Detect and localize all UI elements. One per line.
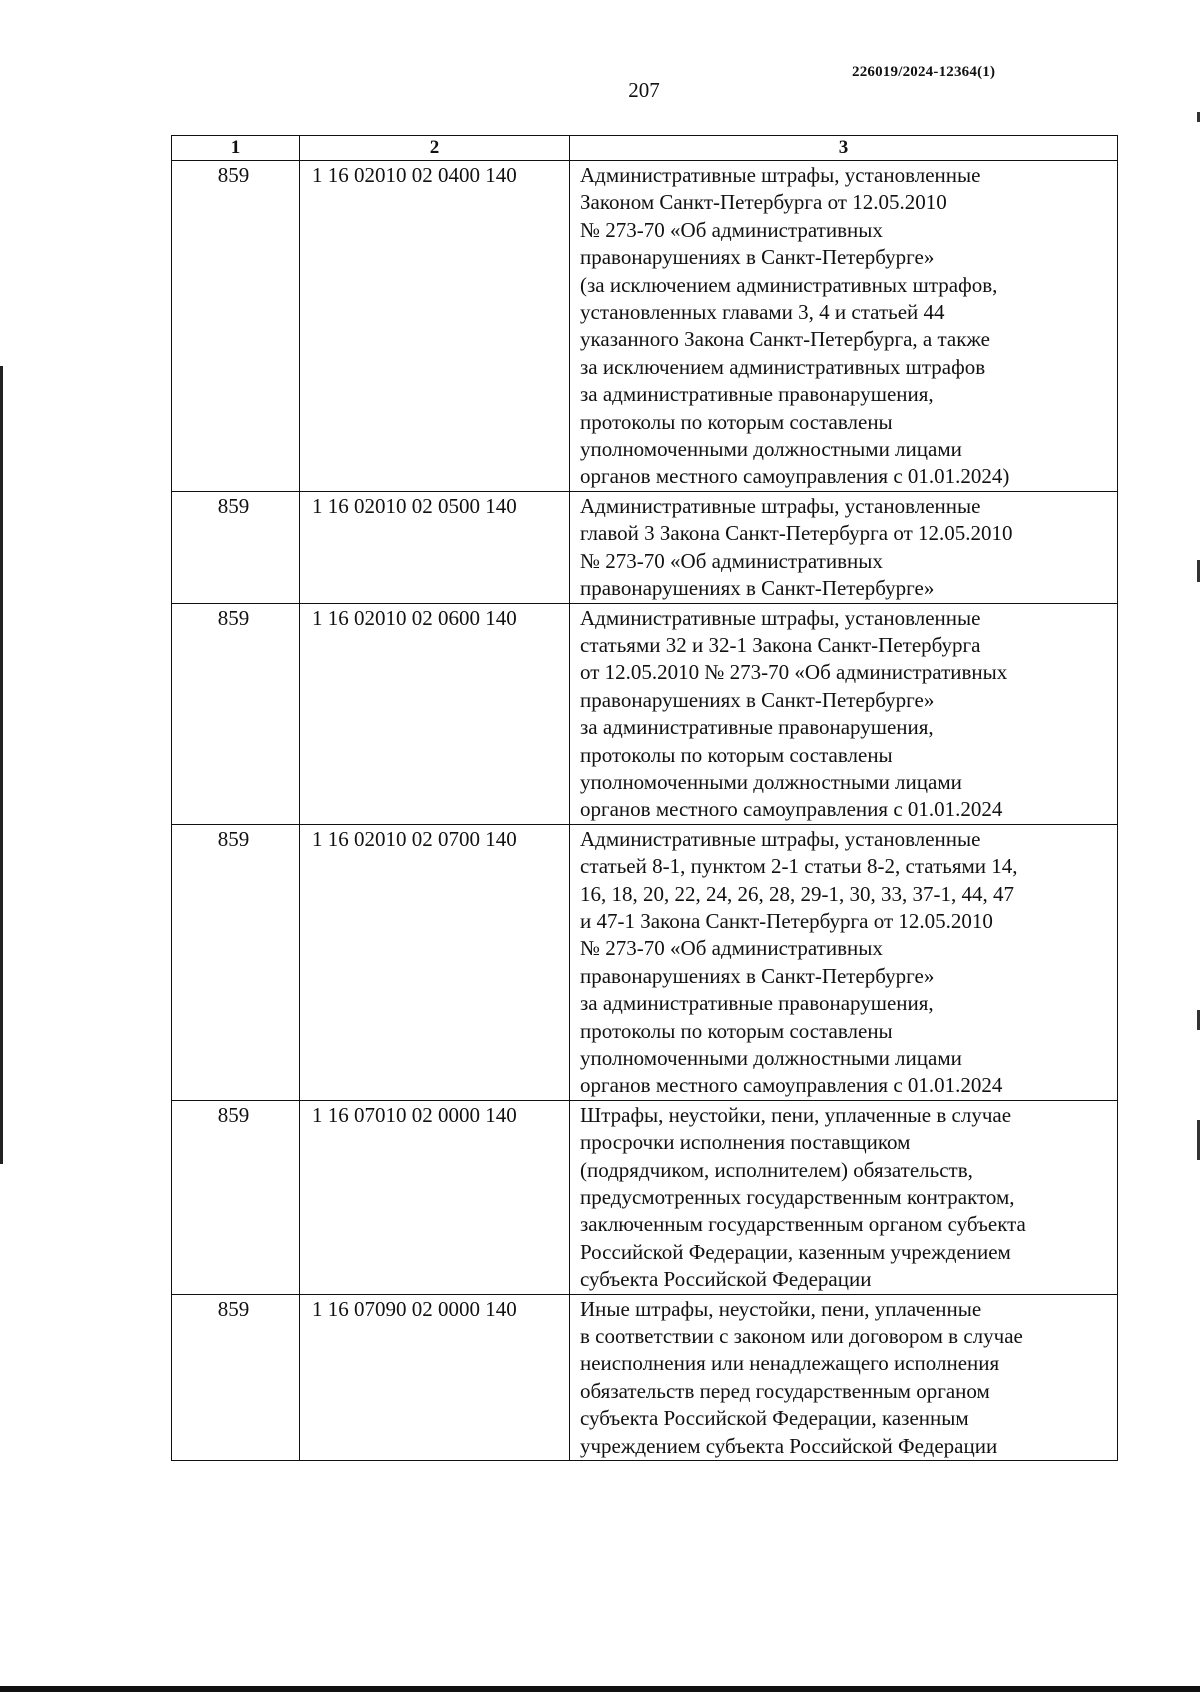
- table-header-row: [172, 136, 1118, 161]
- table-row: [172, 603, 1118, 824]
- scan-edge-bottom: [0, 1686, 1200, 1692]
- admin-code-cell: 859: [172, 161, 300, 492]
- admin-code-cell: 859: [172, 1294, 300, 1460]
- description-cell: Административные штрафы, установленные статьями 32 и 32-1 Закона Санкт-Петербурга от 12.05.2010 № 273-70 «Об административных правонарушениях в Санкт-Петербурге» за административные правонарушения, протоколы по которым составлены уполномоченными должностными лицами органов местного самоуправления с 01.01.2024: [570, 603, 1118, 824]
- income-code-cell: 1 16 02010 02 0700 140: [300, 824, 570, 1100]
- description-cell: Штрафы, неустойки, пени, уплаченные в случае просрочки исполнения поставщиком (подрядчиком, исполнителем) обязательств, предусмотренных государственным контрактом, заключенным государственным органом субъекта Российской Федерации, казенным учреждением субъекта Российской Федерации: [570, 1100, 1118, 1294]
- table-row: [172, 1100, 1118, 1294]
- admin-code-cell: 859: [172, 603, 300, 824]
- description-cell: Административные штрафы, установленные главой 3 Закона Санкт-Петербурга от 12.05.2010 № 273-70 «Об административных правонарушениях в Санкт-Петербурге»: [570, 491, 1118, 603]
- table-row: [172, 161, 1118, 492]
- page-number: 207: [628, 78, 660, 102]
- income-code-cell: 1 16 02010 02 0400 140: [300, 161, 570, 492]
- description-cell: Административные штрафы, установленные Законом Санкт-Петербурга от 12.05.2010 № 273-70 «Об административных правонарушениях в Санкт-Петербурге» (за исключением административных штрафов, установленных главами 3, 4 и статьей 44 указанного Закона Санкт-Петербурга, а также за исключением административных штрафов за административные правонарушения, протоколы по которым составлены уполномоченными должностными лицами органов местного самоуправления с 01.01.2024): [570, 161, 1118, 492]
- column-header-2: 2: [300, 136, 570, 161]
- table-row: [172, 1294, 1118, 1460]
- table-row: [172, 491, 1118, 603]
- income-code-cell: 1 16 02010 02 0600 140: [300, 603, 570, 824]
- income-code-cell: 1 16 07090 02 0000 140: [300, 1294, 570, 1460]
- table-row: [172, 824, 1118, 1100]
- admin-code-cell: 859: [172, 491, 300, 603]
- income-code-cell: 1 16 02010 02 0500 140: [300, 491, 570, 603]
- budget-codes-table: [171, 135, 1118, 1461]
- description-cell: Иные штрафы, неустойки, пени, уплаченные в соответствии с законом или договором в случае неисполнения или ненадлежащего исполнения обязательств перед государственным органом субъекта Российской Федерации, казенным учреждением субъекта Российской Федерации: [570, 1294, 1118, 1460]
- column-header-1: 1: [172, 136, 300, 161]
- scan-edge-left: [0, 366, 3, 1164]
- description-cell: Административные штрафы, установленные статьей 8-1, пунктом 2-1 статьи 8-2, статьями 14, 16, 18, 20, 22, 24, 26, 28, 29-1, 30, 33, 37-1, 44, 47 и 47-1 Закона Санкт-Петербурга от 12.05.2010 № 273-70 «Об административных правонарушениях в Санкт-Петербурге» за административные правонарушения, протоколы по которым составлены уполномоченными должностными лицами органов местного самоуправления с 01.01.2024: [570, 824, 1118, 1100]
- income-code-cell: 1 16 07010 02 0000 140: [300, 1100, 570, 1294]
- document-id: 226019/2024-12364(1): [852, 64, 996, 80]
- admin-code-cell: 859: [172, 1100, 300, 1294]
- column-header-3: 3: [570, 136, 1118, 161]
- admin-code-cell: 859: [172, 824, 300, 1100]
